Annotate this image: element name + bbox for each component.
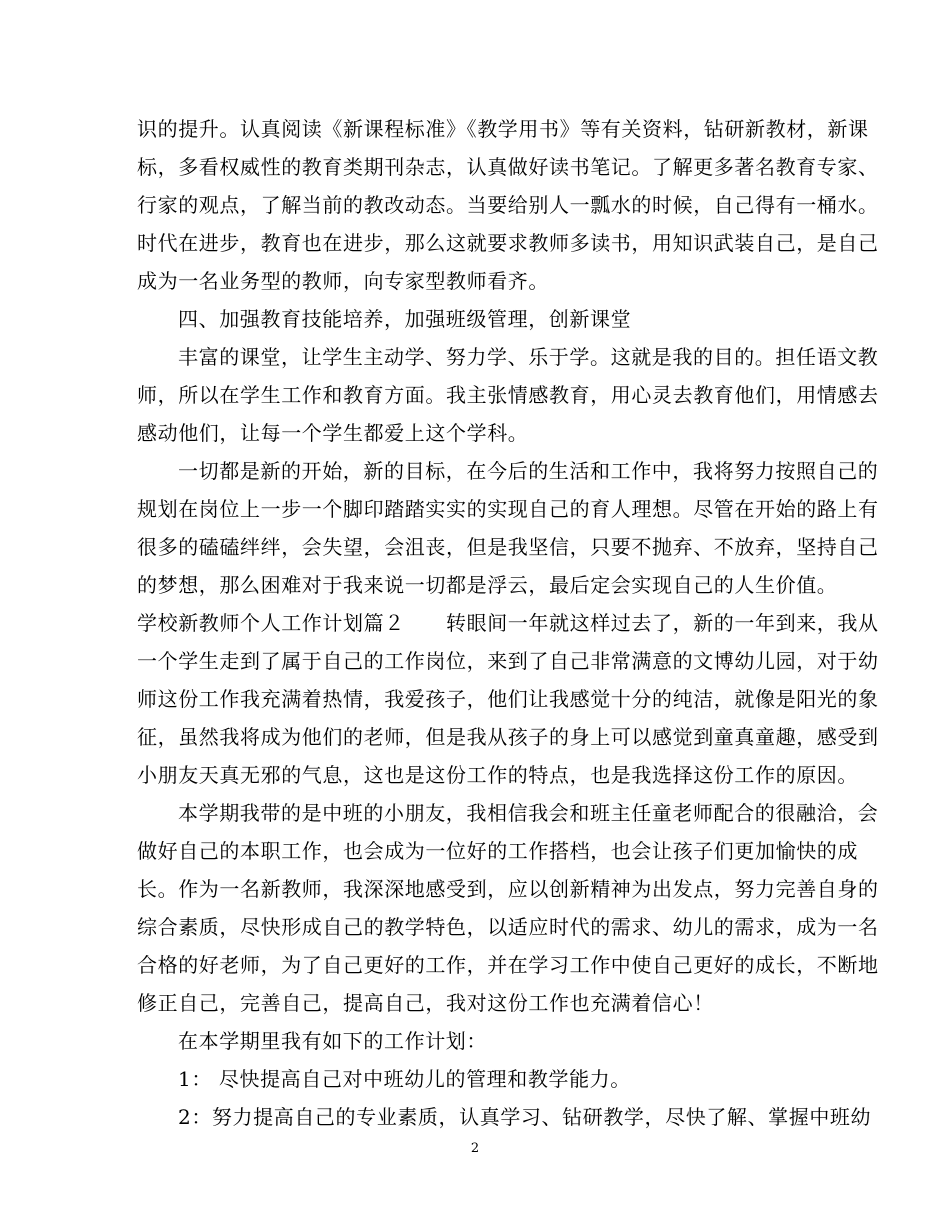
section-heading: 四、加强教育技能培养，加强班级管理，创新课堂 xyxy=(178,307,632,331)
text-line: 识的提升。认真阅读《新课程标准》《教学用书》等有关资料，钻研新教材，新课 xyxy=(137,117,869,141)
list-item: 2：努力提高自己的专业素质，认真学习、钻研教学，尽快了解、掌握中班幼 xyxy=(178,1105,872,1129)
text-line: 时代在进步，教育也在进步，那么这就要求教师多读书，用知识武装自己，是自己 xyxy=(137,231,879,255)
text-line: 师这份工作我充满着热情，我爱孩子，他们让我感觉十分的纯洁，就像是阳光的象 xyxy=(137,687,879,711)
text-line: 长。作为一名新教师，我深深地感受到，应以创新精神为出发点，努力完善自身的 xyxy=(137,877,879,901)
text-line: 修正自己，完善自己，提高自己，我对这份工作也充满着信心！ xyxy=(137,991,714,1015)
text-line: 征，虽然我将成为他们的老师，但是我从孩子的身上可以感觉到童真童趣，感受到 xyxy=(137,725,879,749)
text-line: 做好自己的本职工作，也会成为一位好的工作搭档，也会让孩子们更加愉快的成 xyxy=(137,839,858,863)
text-line: 本学期我带的是中班的小朋友，我相信我会和班主任童老师配合的很融洽，会 xyxy=(178,801,879,825)
text-line: 综合素质，尽快形成自己的教学特色，以适应时代的需求、幼儿的需求，成为一名 xyxy=(137,915,879,939)
text-line: 在本学期里我有如下的工作计划： xyxy=(178,1029,487,1053)
text-line: 一个学生走到了属于自己的工作岗位，来到了自己非常满意的文博幼儿园，对于幼 xyxy=(137,649,879,673)
text-line: 行家的观点，了解当前的教改动态。当要给别人一瓢水的时候，自己得有一桶水。 xyxy=(137,193,879,217)
text-line: 一切都是新的开始，新的目标，在今后的生活和工作中，我将努力按照自己的 xyxy=(178,459,879,483)
text-line: 师，所以在学生工作和教育方面。我主张情感教育，用心灵去教育他们，用情感去 xyxy=(137,383,879,407)
article-title-line: 学校新教师个人工作计划篇２ 转眼间一年就这样过去了，新的一年到来，我从 xyxy=(137,611,879,635)
text-line: 标，多看权威性的教育类期刊杂志，认真做好读书笔记。了解更多著名教育专家、 xyxy=(137,155,879,179)
text-line: 合格的好老师，为了自己更好的工作，并在学习工作中使自己更好的成长，不断地 xyxy=(137,953,879,977)
text-line: 成为一名业务型的教师，向专家型教师看齐。 xyxy=(137,269,549,293)
page-number: 2 xyxy=(470,1141,480,1156)
text-line: 的梦想，那么困难对于我来说一切都是浮云，最后定会实现自己的人生价值。 xyxy=(137,573,838,597)
text-line: 规划在岗位上一步一个脚印踏踏实实的实现自己的育人理想。尽管在开始的路上有 xyxy=(137,497,879,521)
list-item: 1： 尽快提高自己对中班幼儿的管理和教学能力。 xyxy=(178,1067,631,1091)
text-line: 丰富的课堂，让学生主动学、努力学、乐于学。这就是我的目的。担任语文教 xyxy=(178,345,879,369)
text-line: 很多的磕磕绊绊，会失望，会沮丧，但是我坚信，只要不抛弃、不放弃，坚持自己 xyxy=(137,535,879,559)
text-line: 感动他们，让每一个学生都爱上这个学科。 xyxy=(137,421,529,445)
text-line: 小朋友天真无邪的气息，这也是这份工作的特点，也是我选择这份工作的原因。 xyxy=(137,763,858,787)
